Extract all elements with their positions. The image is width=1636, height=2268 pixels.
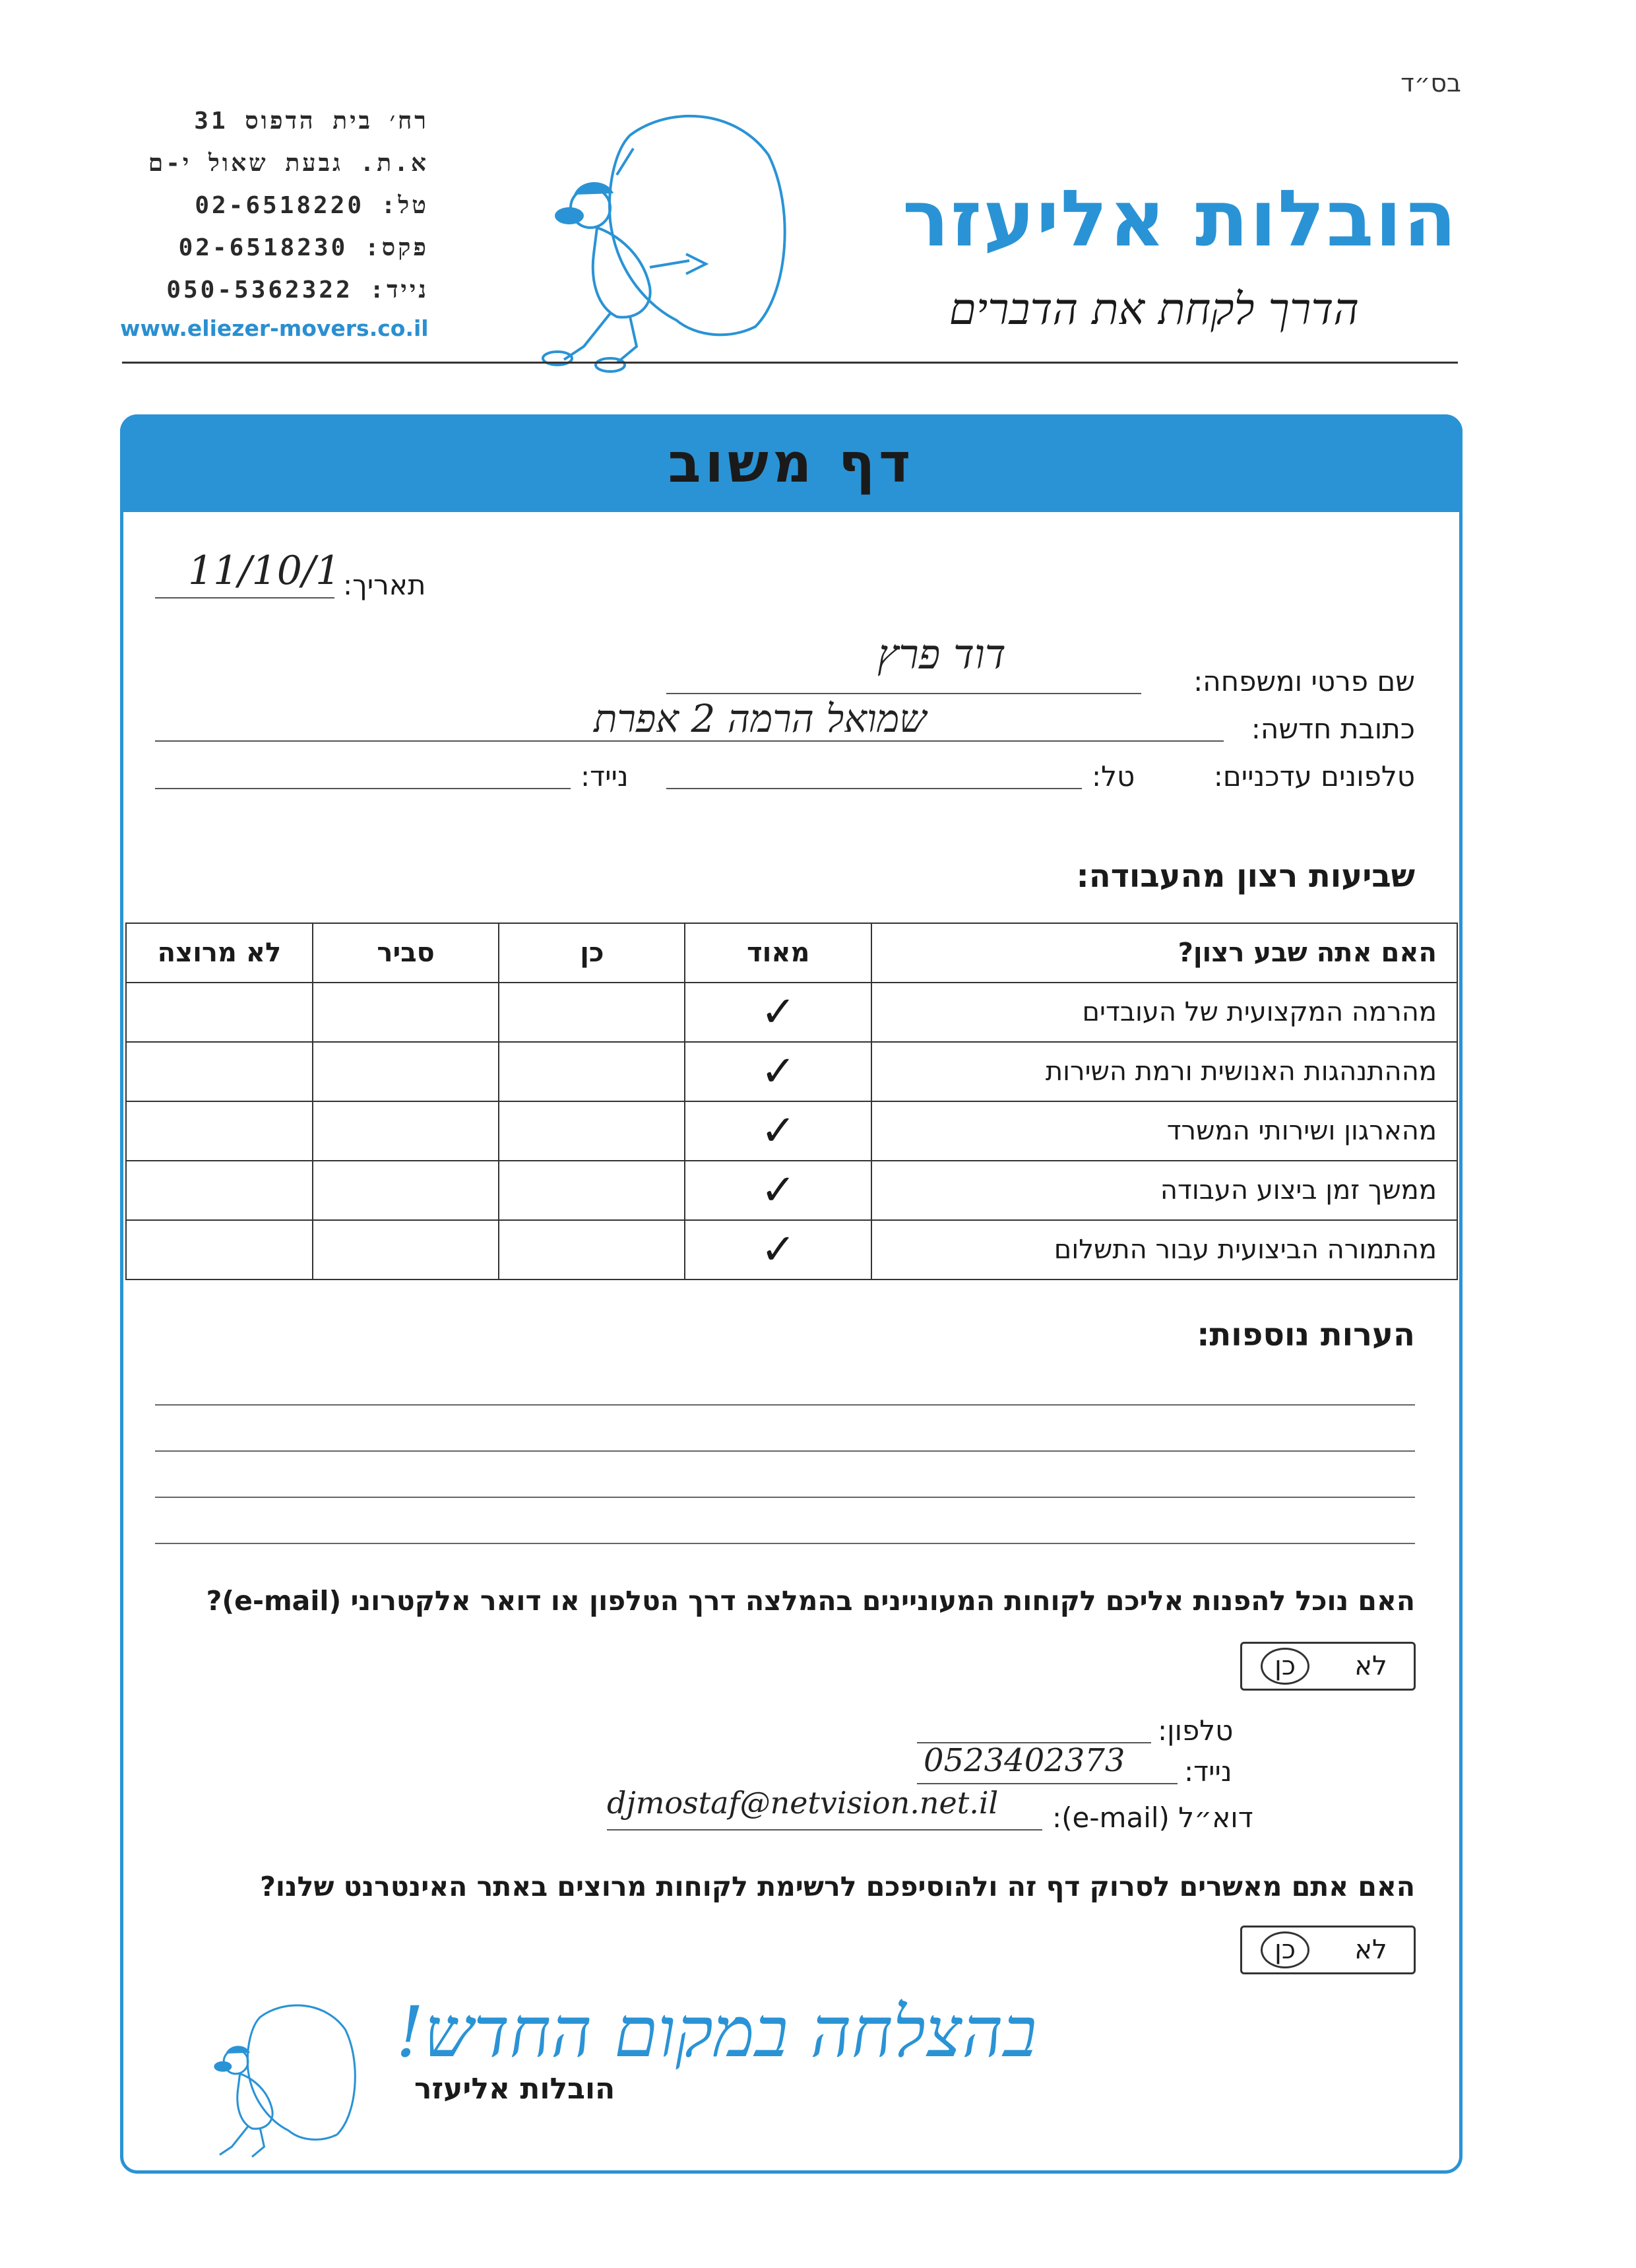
referral-email-label: דוא״ל (e-mail): bbox=[1052, 1801, 1253, 1834]
address-line: א.ת. גבעת שאול י-ם bbox=[148, 150, 429, 177]
answer-cell[interactable] bbox=[499, 983, 685, 1042]
mobile-line: נייד: 050-5362322 bbox=[166, 276, 429, 304]
address-value[interactable]: שמואל הרמה 2 אפרת bbox=[594, 696, 927, 741]
date-line bbox=[155, 597, 334, 599]
checkmark[interactable]: ✓ bbox=[685, 1161, 871, 1220]
referral-email-value[interactable]: djmostaf@netvision.net.il bbox=[607, 1785, 999, 1821]
answer-cell[interactable] bbox=[126, 1161, 313, 1220]
bsd-mark: בס״ד bbox=[1400, 69, 1461, 98]
table-row bbox=[126, 1101, 1457, 1161]
column-header: מאוד bbox=[685, 923, 871, 983]
table-header-row bbox=[126, 923, 1457, 983]
table-row bbox=[126, 983, 1457, 1042]
notes-title: הערות נוספות: bbox=[1197, 1316, 1415, 1353]
question-cell: מהרמה המקצועית של העובדים bbox=[871, 983, 1457, 1042]
answer-cell[interactable] bbox=[499, 1220, 685, 1280]
notes-line[interactable] bbox=[155, 1450, 1415, 1452]
column-header: סביר bbox=[313, 923, 499, 983]
name-label: שם פרטי ומשפחה: bbox=[1193, 665, 1415, 697]
consent-question: האם אתם מאשרים לסרוק דף זה ולהוסיפכם לרשימת לקוחות מרוצים באתר האינטרנט שלנו? bbox=[260, 1871, 1415, 1902]
answer-cell[interactable] bbox=[126, 1042, 313, 1101]
referral-question: האם נוכל להפנות אליכם לקוחות המעוניינים בהמלצה דרך הטלפון או דואר אלקטרוני (e-mail)? bbox=[206, 1585, 1415, 1617]
question-cell: מהארגון ושירותי המשרד bbox=[871, 1101, 1457, 1161]
checkmark[interactable]: ✓ bbox=[685, 1042, 871, 1101]
answer-cell[interactable] bbox=[313, 983, 499, 1042]
date-label: תאריך: bbox=[343, 569, 426, 601]
answer-cell[interactable] bbox=[126, 983, 313, 1042]
company-address bbox=[119, 100, 429, 311]
name-line bbox=[666, 693, 1141, 694]
checkmark[interactable]: ✓ bbox=[685, 1220, 871, 1280]
yes-option[interactable] bbox=[1242, 1651, 1328, 1681]
answer-cell[interactable] bbox=[313, 1161, 499, 1220]
company-slogan: הדרך לקחת את הדברים bbox=[949, 284, 1359, 335]
referral-email-line bbox=[607, 1829, 1042, 1831]
satisfaction-title: שביעות רצון מהעבודה: bbox=[1076, 858, 1415, 895]
website-link[interactable]: www.eliezer-movers.co.il bbox=[120, 315, 429, 341]
column-header: כן bbox=[499, 923, 685, 983]
question-cell: מהתמורה הביצועית עבור התשלום bbox=[871, 1220, 1457, 1280]
phone-line: טל: 02-6518220 bbox=[195, 192, 429, 219]
answer-cell[interactable] bbox=[126, 1101, 313, 1161]
phone-label: טל: bbox=[1092, 760, 1135, 793]
table-row bbox=[126, 1161, 1457, 1220]
referral-mobile-line bbox=[917, 1783, 1178, 1784]
referral-yes-no bbox=[1240, 1642, 1416, 1691]
referral-mobile-label: נייד: bbox=[1184, 1755, 1232, 1788]
answer-cell[interactable] bbox=[313, 1042, 499, 1101]
question-cell: ממשך זמן ביצוע העבודה bbox=[871, 1161, 1457, 1220]
referral-phone-label: טלפון: bbox=[1158, 1714, 1234, 1747]
address-label: כתובת חדשה: bbox=[1251, 713, 1415, 745]
no-option[interactable]: לא bbox=[1354, 1651, 1387, 1681]
answer-cell[interactable] bbox=[313, 1220, 499, 1280]
notes-line[interactable] bbox=[155, 1497, 1415, 1498]
referral-mobile-value[interactable]: 0523402373 bbox=[924, 1742, 1125, 1779]
yes-option[interactable] bbox=[1242, 1935, 1328, 1965]
checkmark[interactable]: ✓ bbox=[685, 1101, 871, 1161]
address-line: רח׳ בית הדפוס 31 bbox=[194, 108, 429, 135]
answer-cell[interactable] bbox=[499, 1161, 685, 1220]
mover-mascot-logo bbox=[518, 109, 808, 373]
date-value[interactable]: 11/10/1 bbox=[188, 548, 341, 594]
form-title-banner bbox=[120, 414, 1463, 512]
notes-line[interactable] bbox=[155, 1543, 1415, 1544]
answer-cell[interactable] bbox=[499, 1101, 685, 1161]
table-row bbox=[126, 1220, 1457, 1280]
company-name: הובלות אליעזר bbox=[902, 173, 1458, 264]
satisfaction-table bbox=[125, 923, 1458, 1280]
fax-line: פקס: 02-6518230 bbox=[178, 234, 429, 261]
name-value[interactable]: דוד פרץ bbox=[877, 630, 1006, 678]
header-divider bbox=[122, 362, 1458, 364]
mobile-label: נייד: bbox=[581, 760, 629, 793]
no-option[interactable]: לא bbox=[1354, 1935, 1387, 1965]
notes-line[interactable] bbox=[155, 1404, 1415, 1406]
form-title: דף משוב bbox=[668, 432, 915, 495]
footer-wish: בהצלחה במקום החדש! bbox=[396, 1992, 1037, 2073]
checkmark[interactable]: ✓ bbox=[685, 983, 871, 1042]
column-header: האם אתה שבע רצון? bbox=[871, 923, 1457, 983]
answer-cell[interactable] bbox=[126, 1220, 313, 1280]
phone-line bbox=[666, 788, 1082, 789]
answer-cell[interactable] bbox=[313, 1101, 499, 1161]
footer-signature: הובלות אליעזר bbox=[414, 2072, 615, 2106]
table-row bbox=[126, 1042, 1457, 1101]
column-header: לא מרוצה bbox=[126, 923, 313, 983]
consent-yes-no bbox=[1240, 1926, 1416, 1974]
yes-option-selected[interactable]: כן bbox=[1261, 1648, 1309, 1685]
question-cell: מההתנהגות האנושית ורמת השירות bbox=[871, 1042, 1457, 1101]
yes-option-selected[interactable]: כן bbox=[1261, 1931, 1309, 1968]
phones-label: טלפונים עדכניים: bbox=[1213, 760, 1415, 793]
mobile-line bbox=[155, 788, 571, 789]
answer-cell[interactable] bbox=[499, 1042, 685, 1101]
mover-mascot-small-logo bbox=[191, 1999, 369, 2164]
